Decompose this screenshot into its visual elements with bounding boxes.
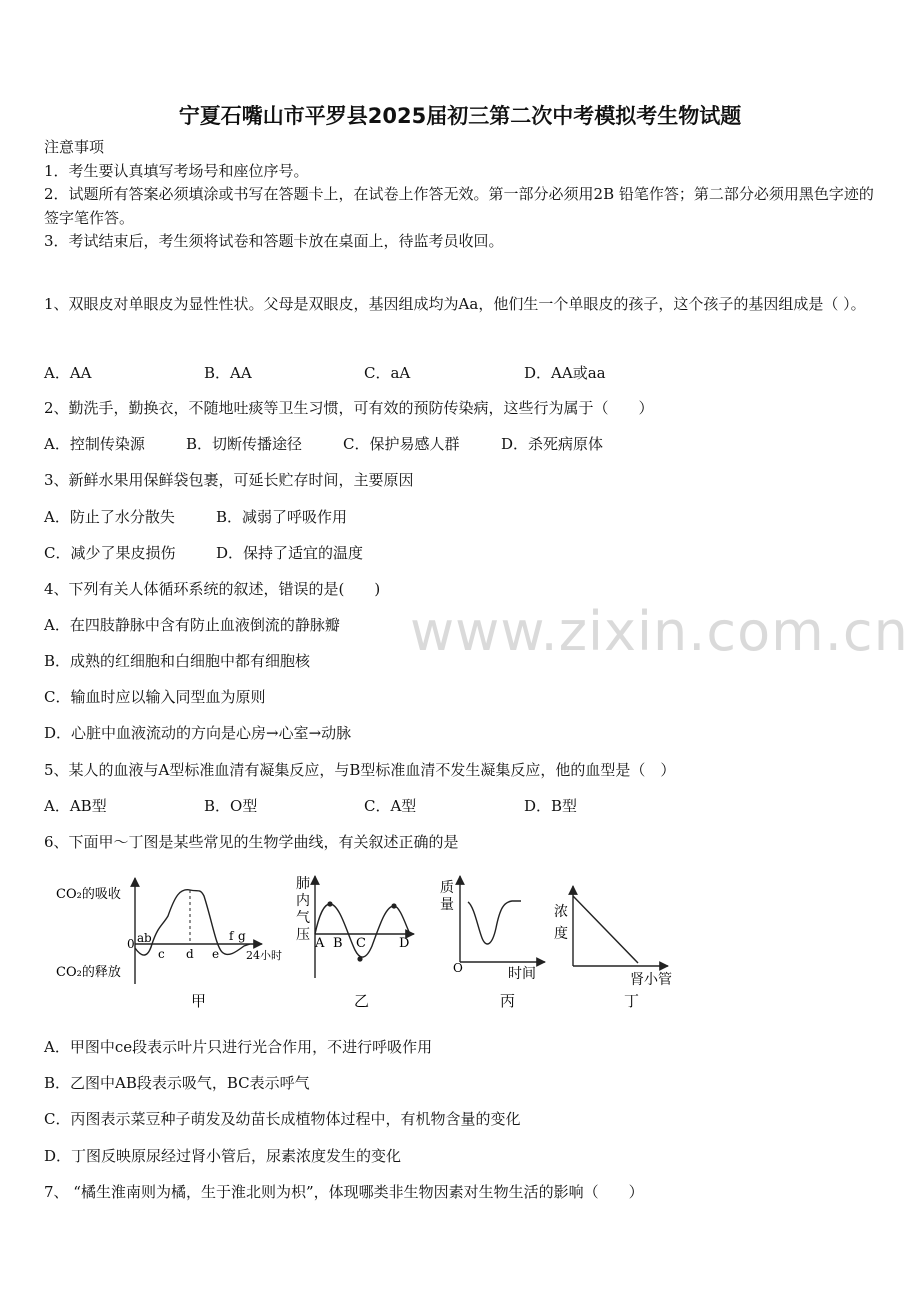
question-6-figures [0,866,920,1016]
jia-y-bottom-label: CO₂的释放 [56,965,121,980]
yi-point-B: B [333,936,343,951]
option: C．aA [364,364,411,382]
notes-item: 2．试题所有答案必须填涂或书写在答题卡上，在试卷上作答无效。第一部分必须用2B 铅笔作答；第二部分必须用黑色字迹的签字笔作答。 [44,185,874,227]
bing-y-label-2: 量 [440,897,454,913]
jia-point-a: a [137,931,145,945]
option: C．输血时应以输入同型血为原则 [44,688,266,706]
jia-x-unit: 24小时 [246,949,282,962]
jia-point-d: d [186,947,194,961]
option: B．成熟的红细胞和白细胞中都有细胞核 [44,652,311,670]
yi-y-label-2: 内 [296,893,310,909]
question-3-options [44,542,363,563]
bing-origin: O [453,961,463,975]
question-1-options [44,362,606,383]
jia-origin-label: 0 [127,937,135,951]
jia-point-f: f [229,929,234,943]
option: B．O型 [204,797,258,815]
figure-yi [296,875,414,1010]
jia-caption: 甲 [191,992,207,1010]
option: A．控制传染源 [44,435,145,453]
ding-y-label-1: 浓 [554,904,568,920]
option: C．A型 [364,797,417,815]
jia-point-c: c [158,947,165,961]
ding-y-label-2: 度 [554,926,568,942]
yi-y-label-4: 压 [296,927,310,943]
ding-caption: 丁 [624,992,640,1010]
option: D．心脏中血液流动的方向是心房→心室→动脉 [44,724,352,742]
jia-y-top-label: CO₂的吸收 [56,887,121,902]
jia-point-g: g [238,929,246,943]
question-4-stem: 4、下列有关人体循环系统的叙述，错误的是( ) [44,580,381,598]
page-title: 宁夏石嘴山市平罗县2025届初三第二次中考模拟考生物试题 [178,104,742,128]
notes-heading: 注意事项 [44,138,105,156]
option: B．AA [204,364,252,382]
figure-ding [554,886,672,1010]
option: B．切断传播途径 [186,435,303,453]
option: C．丙图表示菜豆种子萌发及幼苗长成植物体过程中，有机物含量的变化 [44,1110,521,1128]
yi-point-D: D [399,936,410,951]
option: B．乙图中AB段表示吸气，BC表示呼气 [44,1074,310,1092]
question-5-stem: 5、某人的血液与A型标准血清有凝集反应，与B型标准血清不发生凝集反应，他的血型是（ ） [44,761,676,779]
yi-point-C: C [356,936,366,951]
option: C．保护易感人群 [343,435,460,453]
option: A．AA [44,364,92,382]
watermark: www.zixin.com.cn [410,600,909,663]
yi-point-A: A [315,936,325,951]
option: D．杀死病原体 [501,435,604,453]
jia-point-e: e [212,947,220,961]
jia-point-b: b [144,931,152,945]
figure-bing [440,876,545,1010]
question-6-stem: 6、下面甲～丁图是某些常见的生物学曲线，有关叙述正确的是 [44,833,459,851]
notes-item: 1．考生要认真填写考场号和座位序号。 [44,161,309,180]
figure-jia [56,878,282,1010]
yi-y-label-3: 气 [296,910,310,926]
question-7-stem: 7、 “橘生淮南则为橘，生于淮北则为枳”，体现哪类非生物因素对生物生活的影响（ ） [44,1183,644,1201]
option: A．甲图中ce段表示叶片只进行光合作用，不进行呼吸作用 [44,1038,433,1056]
bing-x-label: 时间 [508,966,536,982]
question-3-options [44,506,347,527]
option: D．丁图反映原尿经过肾小管后，尿素浓度发生的变化 [44,1147,402,1165]
option: A．在四肢静脉中含有防止血液倒流的静脉瓣 [44,616,340,634]
question-2-stem: 2、勤洗手，勤换衣，不随地吐痰等卫生习惯，可有效的预防传染病，这些行为属于（ ） [44,399,654,417]
yi-y-label-1: 肺 [296,876,310,892]
question-3-stem: 3、新鲜水果用保鲜袋包裹，可延长贮存时间，主要原因 [44,471,414,489]
notes-item: 3．考试结束后，考生须将试卷和答题卡放在桌面上，待监考员收回。 [44,232,504,250]
option: B．减弱了呼吸作用 [216,508,348,526]
bing-caption: 丙 [500,992,516,1010]
yi-caption: 乙 [354,992,370,1010]
option: D．保持了适宜的温度 [216,544,364,562]
option: A．防止了水分散失 [44,508,175,526]
question-5-options [44,795,577,816]
option: D．AA或aa [524,364,606,382]
question-1-stem: 1、双眼皮对单眼皮为显性性状。父母是双眼皮，基因组成均为Aa，他们生一个单眼皮的孩子，这个孩子的基因组成是（ ）。 [44,295,866,313]
question-2-options [44,433,603,454]
bing-y-label-1: 质 [440,880,454,896]
option: C．减少了果皮损伤 [44,544,176,562]
notes-section [44,136,884,254]
option: A．AB型 [44,797,107,815]
option: D．B型 [524,797,578,815]
ding-x-label: 肾小管 [630,972,672,988]
